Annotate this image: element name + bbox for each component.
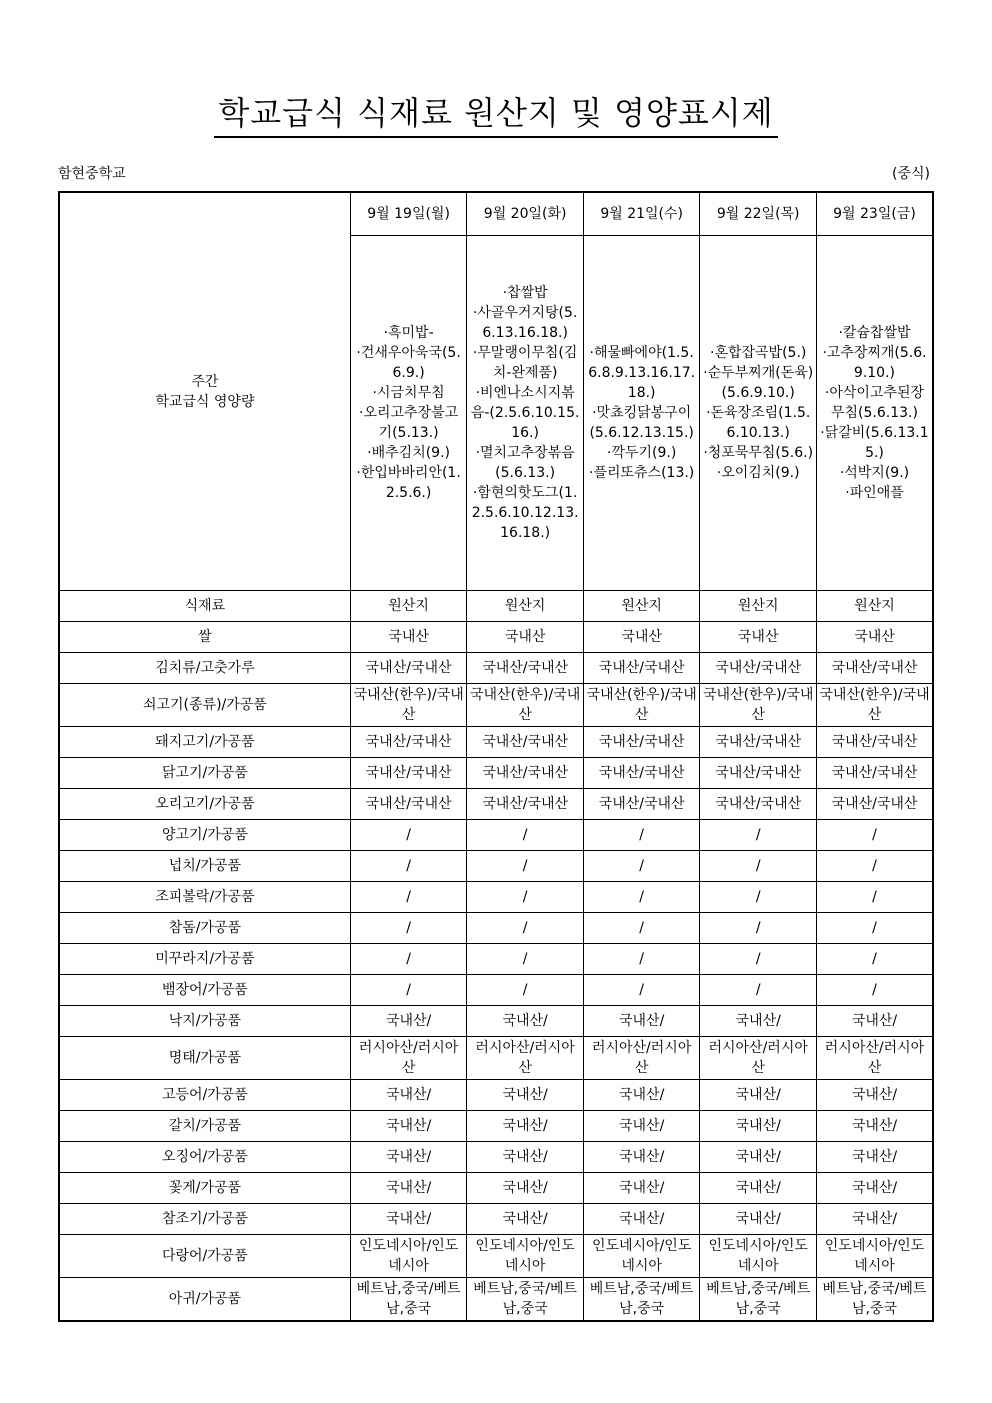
origin-value: 국내산/ (467, 1142, 584, 1173)
origin-row (59, 653, 933, 684)
origin-value: 인도네시아/인도네시아 (583, 1235, 700, 1278)
origin-value: 국내산/국내산 (467, 727, 584, 758)
ingredient-name: 돼지고기/가공품 (59, 727, 350, 758)
origin-value: 국내산(한우)/국내산 (700, 684, 817, 727)
origin-value: 러시아산/러시아산 (583, 1037, 700, 1080)
origin-value: 베트남,중국/베트남,중국 (700, 1278, 817, 1322)
ingredient-name: 갈치/가공품 (59, 1111, 350, 1142)
origin-value: 국내산/국내산 (583, 653, 700, 684)
menu-item: ·오리고추장불고기(5.13.) (359, 405, 459, 441)
ingredient-name: 오리고기/가공품 (59, 789, 350, 820)
origin-value: 국내산/ (350, 1142, 467, 1173)
menu-item: ·해물빠에야(1.5.6.8.9.13.16.17.18.) (588, 345, 696, 401)
origin-value: / (583, 851, 700, 882)
origin-header: 원산지 (350, 591, 467, 622)
document-title-wrap (0, 88, 992, 138)
origin-value: 러시아산/러시아산 (700, 1037, 817, 1080)
origin-value: 국내산(한우)/국내산 (467, 684, 584, 727)
origin-value: 베트남,중국/베트남,중국 (350, 1278, 467, 1322)
origin-value: 국내산/국내산 (350, 653, 467, 684)
menu-item: ·무말랭이무침(김치-완제품) (472, 345, 578, 381)
school-name: 함현중학교 (58, 166, 126, 182)
menu-cell (467, 236, 584, 591)
origin-value: / (350, 882, 467, 913)
origin-value: 국내산/국내산 (583, 758, 700, 789)
menu-item: ·청포묵무침(5.6.) (703, 445, 814, 461)
origin-header: 원산지 (583, 591, 700, 622)
origin-value: / (700, 913, 817, 944)
origin-row (59, 1142, 933, 1173)
origin-value: 베트남,중국/베트남,중국 (583, 1278, 700, 1322)
origin-value: 국내산/ (700, 1111, 817, 1142)
origin-value: 인도네시아/인도네시아 (467, 1235, 584, 1278)
origin-value: 국내산/ (700, 1006, 817, 1037)
date-cell: 9월 21일(수) (583, 192, 700, 236)
origin-value: 국내산/국내산 (583, 789, 700, 820)
menu-item: ·흑미밥- (383, 325, 434, 341)
origin-value: / (467, 851, 584, 882)
origin-value: 국내산/국내산 (467, 653, 584, 684)
origin-value: 국내산/ (467, 1006, 584, 1037)
origin-value: / (583, 820, 700, 851)
origin-row (59, 727, 933, 758)
origin-value: 국내산/ (467, 1111, 584, 1142)
origin-value: 국내산/국내산 (816, 653, 933, 684)
origin-value: 국내산 (816, 622, 933, 653)
origin-value: 국내산/ (700, 1204, 817, 1235)
origin-value: 러시아산/러시아산 (467, 1037, 584, 1080)
origin-value: 러시아산/러시아산 (350, 1037, 467, 1080)
menu-item: ·멸치고추장볶음(5.6.13.) (475, 445, 575, 481)
ingredient-name: 참돔/가공품 (59, 913, 350, 944)
ingredient-name: 쇠고기(종류)/가공품 (59, 684, 350, 727)
origin-value: 러시아산/러시아산 (816, 1037, 933, 1080)
origin-value: 국내산/국내산 (816, 789, 933, 820)
origin-header: 원산지 (700, 591, 817, 622)
menu-item: ·사골우거지탕(5.6.13.16.18.) (472, 305, 578, 341)
origin-value: 국내산/ (816, 1111, 933, 1142)
menu-item: ·깍두기(9.) (607, 445, 677, 461)
origin-value: 국내산/국내산 (700, 758, 817, 789)
menu-item: ·순두부찌개(돈육)(5.6.9.10.) (703, 365, 814, 401)
menu-item: ·석박지(9.) (839, 465, 910, 481)
origin-row (59, 1235, 933, 1278)
menu-origin-table (58, 191, 934, 1322)
origin-row (59, 789, 933, 820)
menu-item: ·함현의핫도그(1.2.5.6.10.12.13.16.18.) (471, 485, 579, 541)
ingredient-name: 조피볼락/가공품 (59, 882, 350, 913)
date-cell: 9월 19일(월) (350, 192, 467, 236)
ingredient-name: 낙지/가공품 (59, 1006, 350, 1037)
origin-row (59, 1037, 933, 1080)
origin-value: / (816, 882, 933, 913)
menu-item: ·플리또츄스(13.) (589, 465, 695, 481)
origin-value: 국내산/국내산 (700, 789, 817, 820)
origin-value: 국내산 (350, 622, 467, 653)
origin-value: / (350, 851, 467, 882)
origin-value: / (700, 975, 817, 1006)
ingredient-header: 식재료 (59, 591, 350, 622)
origin-row (59, 1111, 933, 1142)
origin-value: / (816, 913, 933, 944)
ingredient-name: 꽃게/가공품 (59, 1173, 350, 1204)
meal-type: (중식) (892, 166, 930, 182)
origin-value: 국내산/ (467, 1173, 584, 1204)
origin-value: 국내산 (583, 622, 700, 653)
origin-value: 국내산/ (583, 1111, 700, 1142)
origin-value: 국내산/국내산 (467, 789, 584, 820)
origin-value: / (350, 820, 467, 851)
origin-value: / (467, 944, 584, 975)
origin-value: 국내산/국내산 (350, 789, 467, 820)
ingredient-name: 다랑어/가공품 (59, 1235, 350, 1278)
origin-value: 국내산/ (700, 1173, 817, 1204)
date-cell: 9월 22일(목) (700, 192, 817, 236)
origin-value: 국내산 (467, 622, 584, 653)
origin-value: 국내산/국내산 (467, 758, 584, 789)
menu-item: ·건새우아욱국(5.6.9.) (356, 345, 461, 381)
origin-row (59, 820, 933, 851)
origin-value: / (350, 944, 467, 975)
menu-item: ·칼슘찹쌀밥 (838, 325, 911, 341)
nutrition-label-line-2: 학교급식 영양량 (155, 393, 255, 410)
origin-value: 국내산/ (816, 1173, 933, 1204)
ingredient-name: 아귀/가공품 (59, 1278, 350, 1322)
origin-row (59, 758, 933, 789)
ingredient-name: 쌀 (59, 622, 350, 653)
origin-value: 국내산/ (350, 1080, 467, 1111)
nutrition-label-cell (59, 192, 350, 591)
origin-value: 국내산/ (350, 1111, 467, 1142)
origin-value: 베트남,중국/베트남,중국 (467, 1278, 584, 1322)
origin-value: 국내산/ (467, 1080, 584, 1111)
origin-value: 국내산/ (816, 1080, 933, 1111)
origin-row (59, 1278, 933, 1322)
origin-row (59, 1006, 933, 1037)
origin-value: / (467, 882, 584, 913)
origin-value: 국내산/국내산 (700, 727, 817, 758)
date-cell: 9월 23일(금) (816, 192, 933, 236)
ingredient-name: 명태/가공품 (59, 1037, 350, 1080)
origin-row (59, 622, 933, 653)
origin-value: 국내산/국내산 (816, 727, 933, 758)
origin-header-row (59, 591, 933, 622)
origin-value: / (700, 944, 817, 975)
menu-item: ·비엔나소시지볶음-(2.5.6.10.15.16.) (470, 385, 580, 441)
origin-value: 국내산/ (350, 1006, 467, 1037)
origin-value: / (816, 944, 933, 975)
menu-item: ·돈육장조림(1.5.6.10.13.) (706, 405, 811, 441)
menu-item: ·닭갈비(5.6.13.15.) (820, 425, 929, 461)
origin-value: 국내산(한우)/국내산 (583, 684, 700, 727)
ingredient-name: 양고기/가공품 (59, 820, 350, 851)
origin-value: / (700, 882, 817, 913)
origin-value: / (350, 913, 467, 944)
origin-value: 국내산/ (816, 1142, 933, 1173)
origin-value: 국내산/ (700, 1080, 817, 1111)
menu-item: ·고추장찌개(5.6.9.10.) (822, 345, 927, 381)
origin-value: / (583, 882, 700, 913)
origin-value: 국내산/ (700, 1142, 817, 1173)
origin-value: / (467, 913, 584, 944)
date-header-row (59, 192, 933, 236)
menu-cell (350, 236, 467, 591)
ingredient-name: 오징어/가공품 (59, 1142, 350, 1173)
origin-value: 인도네시아/인도네시아 (350, 1235, 467, 1278)
menu-cell (816, 236, 933, 591)
ingredient-name: 닭고기/가공품 (59, 758, 350, 789)
origin-value: / (816, 851, 933, 882)
menu-cell (700, 236, 817, 591)
origin-row (59, 1173, 933, 1204)
origin-value: 국내산/국내산 (350, 727, 467, 758)
menu-item: ·혼합잡곡밥(5.) (710, 345, 807, 361)
origin-row (59, 882, 933, 913)
origin-value: 국내산/국내산 (816, 758, 933, 789)
origin-value: 국내산/국내산 (700, 653, 817, 684)
origin-value: 국내산/ (816, 1006, 933, 1037)
origin-value: / (583, 944, 700, 975)
origin-row (59, 1080, 933, 1111)
ingredient-name: 뱀장어/가공품 (59, 975, 350, 1006)
origin-value: 국내산/국내산 (350, 758, 467, 789)
origin-value: / (700, 851, 817, 882)
menu-item: ·시금치무침 (372, 385, 445, 401)
origin-row (59, 944, 933, 975)
origin-row (59, 684, 933, 727)
origin-value: 국내산/국내산 (583, 727, 700, 758)
origin-value: / (467, 975, 584, 1006)
origin-value: / (583, 913, 700, 944)
origin-value: 국내산/ (583, 1080, 700, 1111)
origin-value: / (816, 820, 933, 851)
menu-cell (583, 236, 700, 591)
origin-header: 원산지 (467, 591, 584, 622)
origin-value: 베트남,중국/베트남,중국 (816, 1278, 933, 1322)
menu-item: ·한입바바리안(1.2.5.6.) (356, 465, 461, 501)
ingredient-name: 참조기/가공품 (59, 1204, 350, 1235)
origin-value: 국내산 (700, 622, 817, 653)
origin-row (59, 1204, 933, 1235)
menu-item: ·오이김치(9.) (716, 465, 800, 481)
origin-value: / (816, 975, 933, 1006)
origin-header: 원산지 (816, 591, 933, 622)
origin-value: 국내산(한우)/국내산 (816, 684, 933, 727)
date-cell: 9월 20일(화) (467, 192, 584, 236)
menu-item: ·맛쵸킹닭봉구이(5.6.12.13.15.) (589, 405, 694, 441)
menu-item: ·아삭이고추된장무침(5.6.13.) (824, 385, 925, 421)
origin-value: 인도네시아/인도네시아 (816, 1235, 933, 1278)
origin-row (59, 975, 933, 1006)
origin-value: / (700, 820, 817, 851)
menu-item: ·찹쌀밥 (502, 285, 548, 301)
ingredient-name: 김치류/고춧가루 (59, 653, 350, 684)
origin-row (59, 851, 933, 882)
ingredient-name: 미꾸라지/가공품 (59, 944, 350, 975)
ingredient-name: 고등어/가공품 (59, 1080, 350, 1111)
origin-value: / (467, 820, 584, 851)
origin-value: 국내산/ (583, 1173, 700, 1204)
document-title: 학교급식 식재료 원산지 및 영양표시제 (214, 88, 777, 138)
origin-value: 국내산/ (583, 1142, 700, 1173)
origin-value: 국내산/ (583, 1006, 700, 1037)
origin-value: 국내산/ (816, 1204, 933, 1235)
origin-value: 인도네시아/인도네시아 (700, 1235, 817, 1278)
origin-value: 국내산/ (350, 1204, 467, 1235)
menu-item: ·배추김치(9.) (367, 445, 450, 461)
ingredient-name: 넙치/가공품 (59, 851, 350, 882)
menu-item: ·파인애플 (845, 485, 904, 501)
origin-row (59, 913, 933, 944)
origin-value: 국내산/ (350, 1173, 467, 1204)
origin-value: 국내산/ (467, 1204, 584, 1235)
nutrition-label-line-1: 주간 (191, 373, 219, 390)
origin-value: 국내산/ (583, 1204, 700, 1235)
origin-value: 국내산(한우)/국내산 (350, 684, 467, 727)
origin-value: / (583, 975, 700, 1006)
origin-value: / (350, 975, 467, 1006)
